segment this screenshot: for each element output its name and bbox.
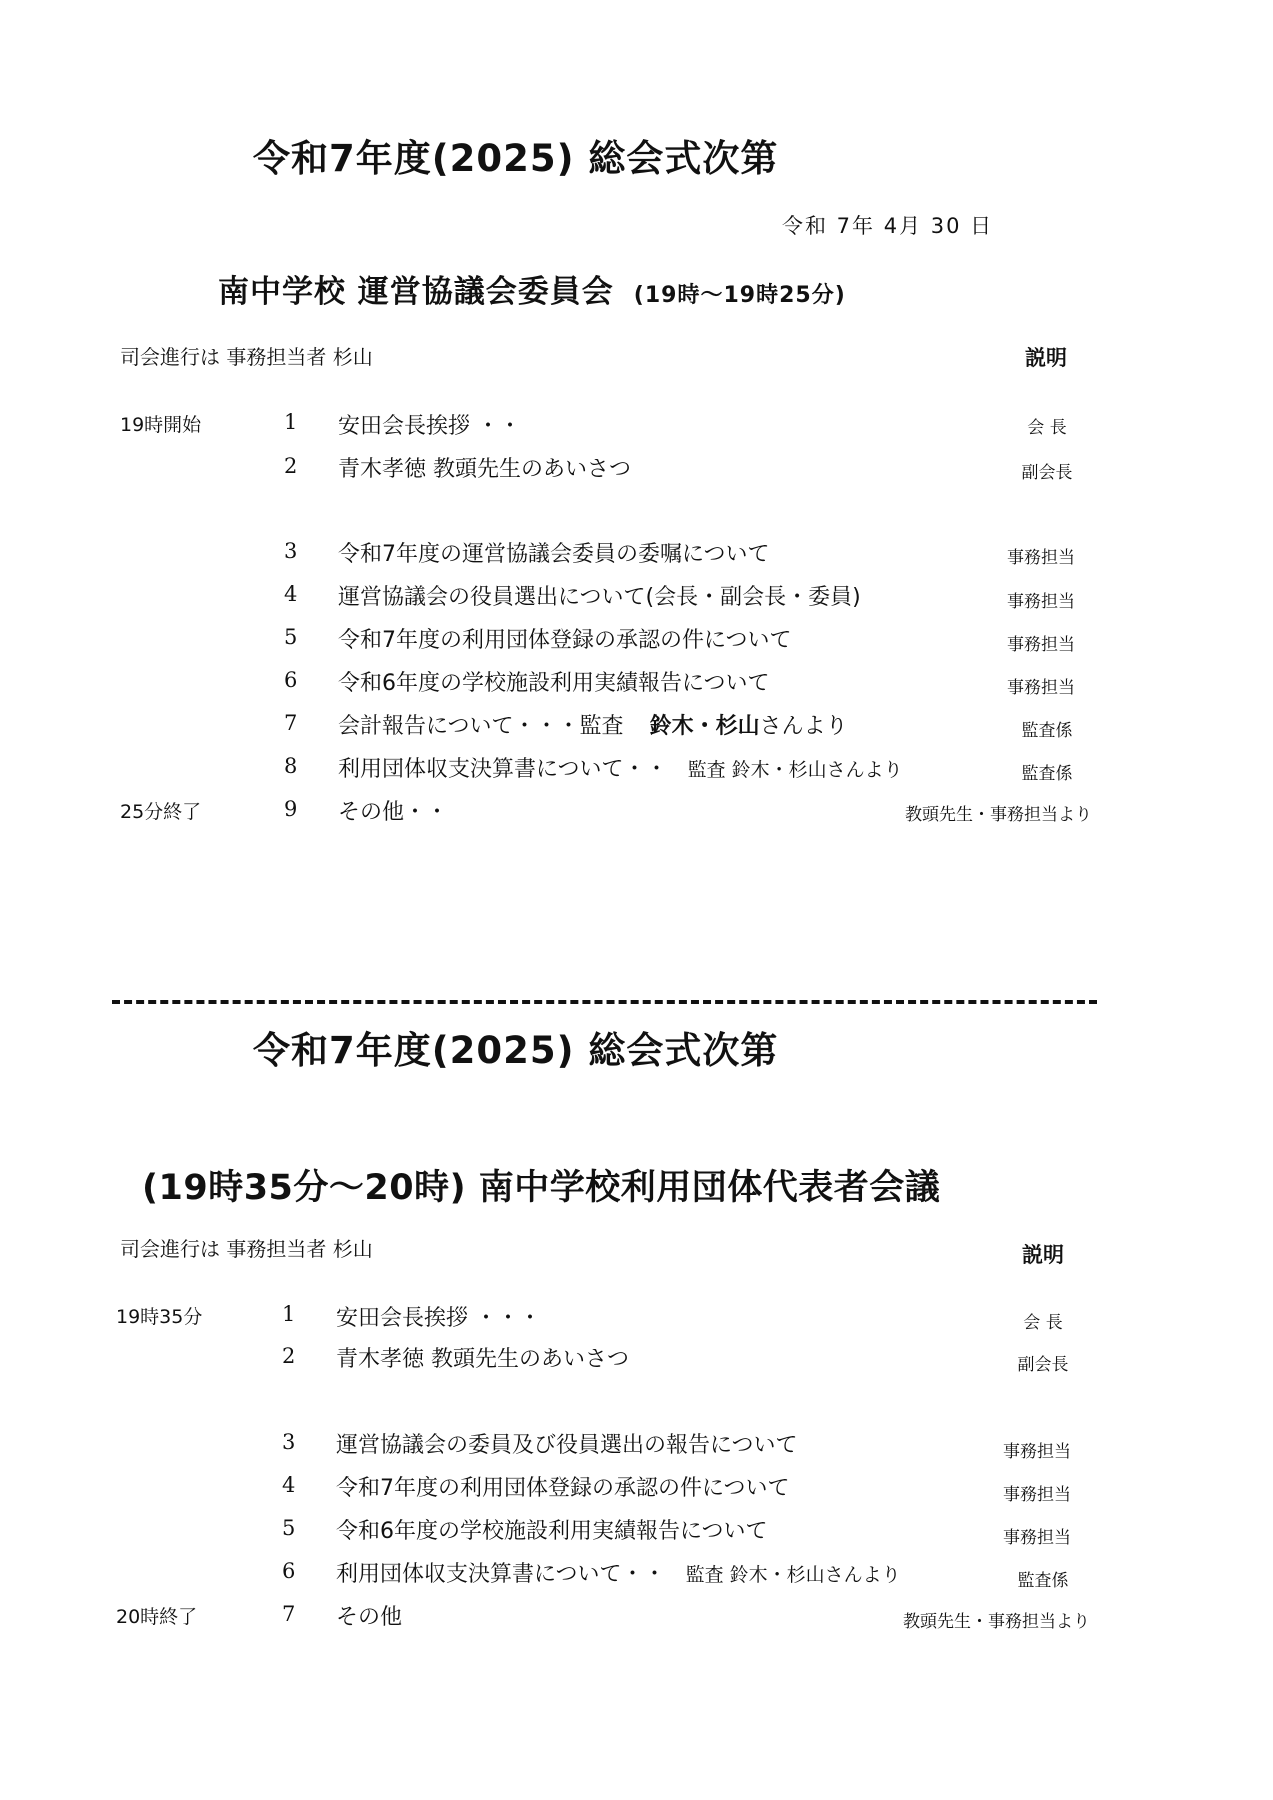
section2-item-text [336,1557,901,1588]
section2-item-responsible: 事務担当 [1003,1442,1071,1462]
section1-item-num: 9 [284,797,298,821]
auditor-names: 鈴木・杉山 [649,714,760,739]
item-text-after: さんより [759,714,848,739]
section2-item-text: その他 [336,1605,403,1630]
section1-item-num: 7 [284,711,298,735]
section1-item-responsible: 会 長 [1027,418,1067,438]
section1-item-num: 5 [284,625,298,649]
meeting-time: (19時～19時25分) [633,283,846,308]
item-text-main: 会計報告について・・・監査 [338,714,624,739]
section2-title: 令和7年度(2025) 総会式次第 [253,1029,779,1072]
item-text-aux: 監査 鈴木・杉山さんより [687,759,903,781]
section2-item-num: 2 [282,1344,296,1368]
item-text-aux: 監査 鈴木・杉山さんより [685,1564,901,1586]
section1-item-text: 令和7年度の利用団体登録の承認の件について [338,628,792,653]
section2-item-text: 青木孝徳 教頭先生のあいさつ [336,1347,629,1372]
section1-item-text: 令和7年度の運営協議会委員の委嘱について [338,542,770,567]
section1-item-num: 4 [284,582,298,606]
section2-chair: 司会進行は 事務担当者 杉山 [120,1237,373,1261]
section2-meeting-title: (19時35分～20時) 南中学校利用団体代表者会議 [142,1168,941,1208]
section1-item-responsible: 事務担当 [1007,678,1075,698]
section2-item-responsible: 副会長 [1017,1355,1069,1375]
section2-item-num: 3 [282,1430,296,1454]
section2-item-text: 安田会長挨拶 ・・・ [336,1306,541,1331]
section1-item-responsible: 教頭先生・事務担当より [905,805,1092,825]
meeting-name: 南中学校 運営協議会委員会 [218,274,614,310]
item-text-main: 利用団体収支決算書について・・ [336,1562,666,1587]
section1-item-num: 1 [284,410,298,434]
section1-item-text: 令和6年度の学校施設利用実績報告について [338,671,770,696]
section1-meeting-title [218,266,846,311]
section1-item-responsible: 副会長 [1021,463,1073,483]
section-divider [112,1000,1097,1004]
section1-item-time: 25分終了 [120,801,202,823]
section1-responsible-header: 説明 [1025,346,1067,370]
section2-item-num: 1 [282,1302,296,1326]
section1-item-num: 3 [284,539,298,563]
section1-item-responsible: 事務担当 [1007,548,1075,568]
section1-item-text: 運営協議会の役員選出について(会長・副会長・委員) [338,585,861,610]
section2-item-num: 7 [282,1602,296,1626]
section1-item-text [338,752,903,783]
section2-item-text: 運営協議会の委員及び役員選出の報告について [336,1433,798,1458]
section1-item-text: 安田会長挨拶 ・・ [338,414,521,439]
section1-item-num: 8 [284,754,298,778]
section1-item-responsible: 事務担当 [1007,635,1075,655]
section1-item-responsible: 監査係 [1021,721,1073,741]
section2-item-num: 5 [282,1516,296,1540]
section1-chair: 司会進行は 事務担当者 杉山 [120,345,373,369]
section1-item-num: 2 [284,454,298,478]
section2-item-responsible: 事務担当 [1003,1485,1071,1505]
section2-item-text: 令和6年度の学校施設利用実績報告について [336,1519,768,1544]
section1-item-text: 青木孝徳 教頭先生のあいさつ [338,457,631,482]
section1-item-time: 19時開始 [120,414,202,436]
section2-item-text: 令和7年度の利用団体登録の承認の件について [336,1476,790,1501]
section2-item-responsible: 会 長 [1023,1313,1063,1333]
section2-item-responsible: 監査係 [1017,1571,1069,1591]
section2-item-num: 4 [282,1473,296,1497]
section2-item-responsible: 教頭先生・事務担当より [903,1612,1090,1632]
section1-title: 令和7年度(2025) 総会式次第 [253,137,779,180]
item-text-main: 利用団体収支決算書について・・ [338,757,668,782]
section2-item-time: 19時35分 [116,1306,203,1328]
section1-item-text [338,709,848,740]
section1-date: 令和 7年 4月 30 日 [782,214,994,238]
section1-item-text: その他・・ [338,800,449,825]
section2-item-responsible: 事務担当 [1003,1528,1071,1548]
section2-item-num: 6 [282,1559,296,1583]
section1-item-responsible: 事務担当 [1007,592,1075,612]
section1-item-num: 6 [284,668,298,692]
section2-item-time: 20時終了 [116,1606,198,1628]
section2-responsible-header: 説明 [1022,1243,1064,1267]
section1-item-responsible: 監査係 [1021,764,1073,784]
